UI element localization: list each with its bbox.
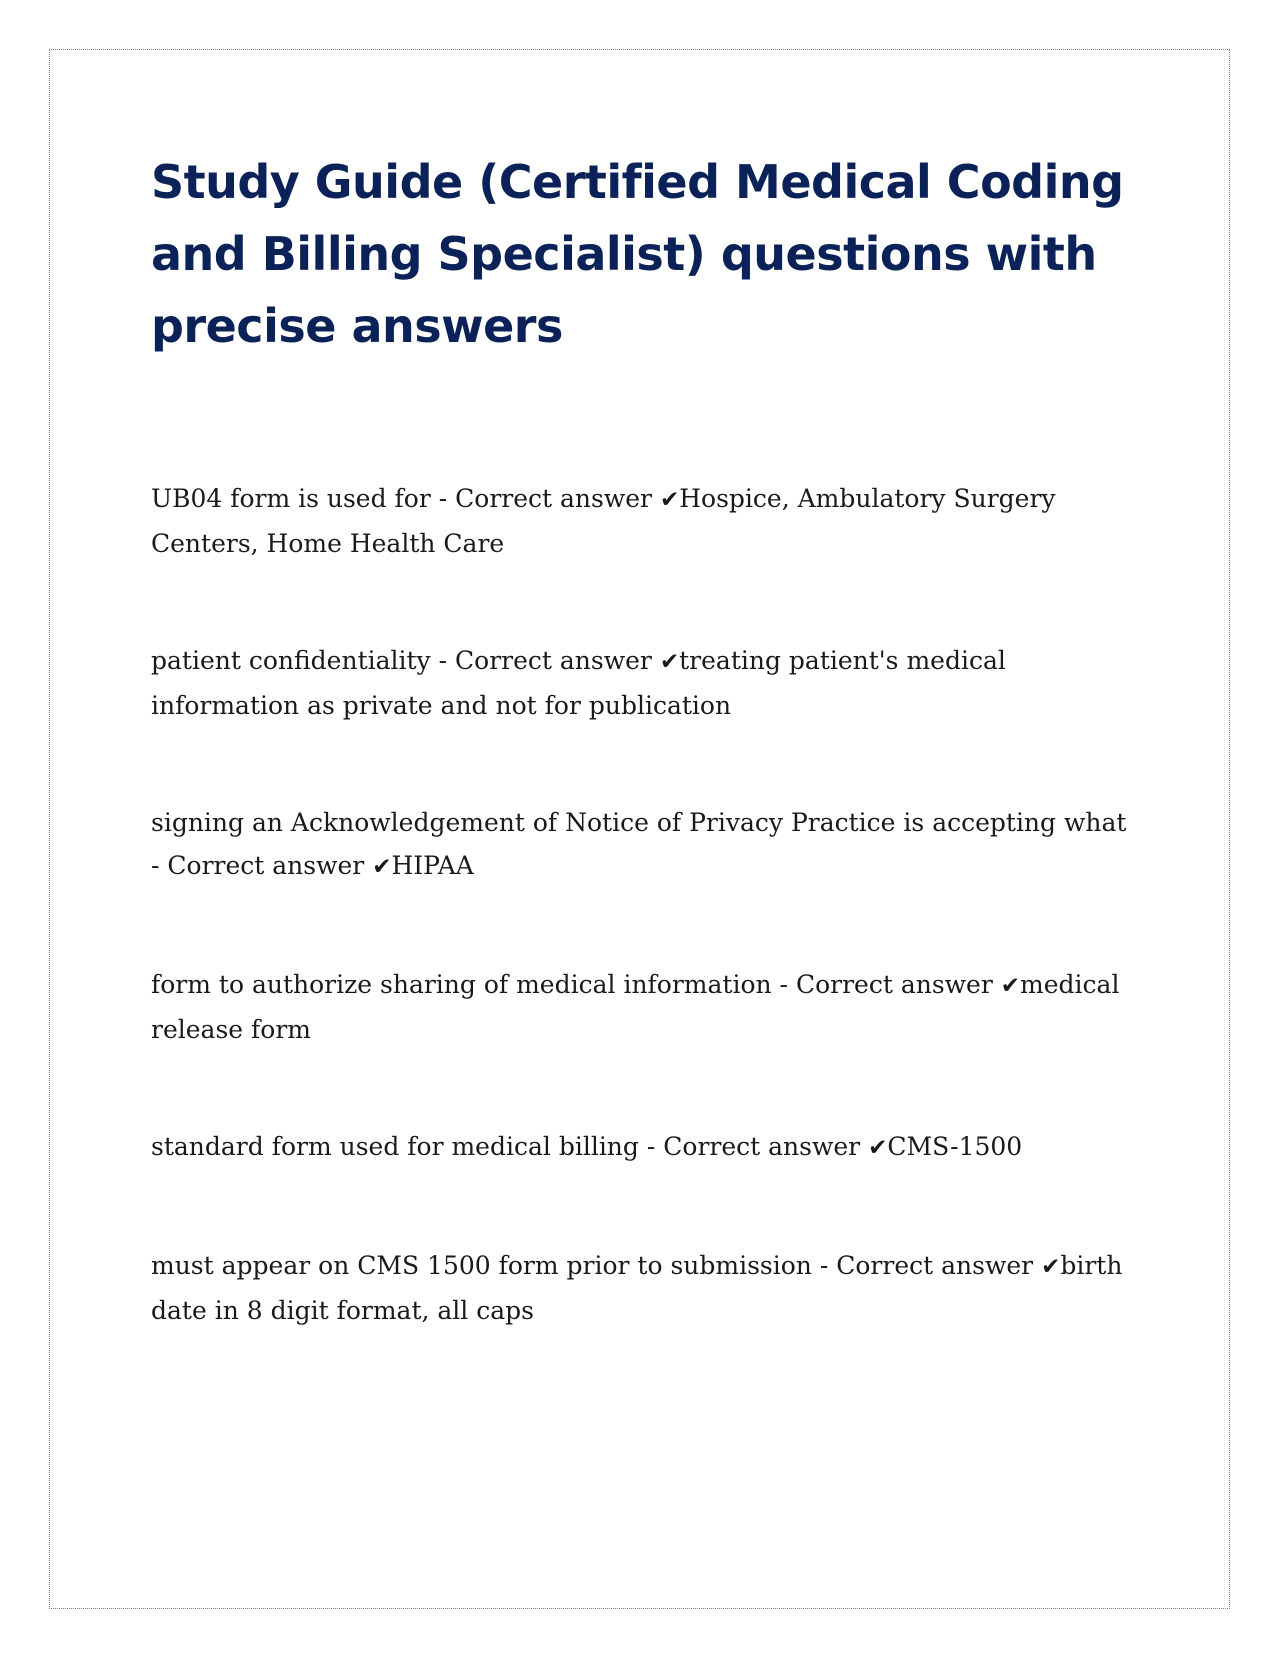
question-text: UB04 form is used for xyxy=(151,484,431,513)
answer-text: HIPAA xyxy=(391,851,474,880)
qa-item: patient confidentiality - Correct answer ✔treating patient's medical information as private and not for publication xyxy=(151,646,1006,720)
qa-item: UB04 form is used for - Correct answer ✔Hospice, Ambulatory Surgery Centers, Home Health Care xyxy=(151,484,1056,558)
qa-item: form to authorize sharing of medical information - Correct answer ✔medical release form xyxy=(151,970,1120,1044)
question-text: form to authorize sharing of medical information xyxy=(151,970,772,999)
answer-prefix: Correct answer xyxy=(836,1251,1034,1280)
question-text: standard form used for medical billing xyxy=(151,1132,639,1161)
answer-prefix: Correct answer xyxy=(455,484,653,513)
answer-text: CMS-1500 xyxy=(887,1132,1023,1161)
answer-text: birth date in 8 digit format, all caps xyxy=(151,1251,1123,1325)
qa-item: standard form used for medical billing - Correct answer ✔CMS-1500 xyxy=(151,1132,1023,1161)
check-icon: ✔ xyxy=(868,1135,888,1161)
answer-text: medical release form xyxy=(151,970,1120,1044)
question-text: must appear on CMS 1500 form prior to submission xyxy=(151,1251,812,1280)
qa-item: must appear on CMS 1500 form prior to submission - Correct answer ✔birth date in 8 digit format, all caps xyxy=(151,1251,1123,1325)
answer-prefix: Correct answer xyxy=(795,970,993,999)
qa-list xyxy=(151,477,1141,1332)
check-icon: ✔ xyxy=(659,487,680,513)
answer-text: treating patient's medical information as private and not for publication xyxy=(151,646,1006,720)
document-title: Study Guide (Certified Medical Coding and Billing Specialist) questions with precise answers xyxy=(151,155,1124,353)
check-icon: ✔ xyxy=(1000,973,1021,999)
check-icon: ✔ xyxy=(659,649,680,675)
answer-prefix: Correct answer xyxy=(663,1132,861,1161)
question-text: patient confidentiality xyxy=(151,646,431,675)
qa-item: signing an Acknowledgement of Notice of Privacy Practice is accepting what - Correct answer ✔HIPAA xyxy=(151,808,1127,880)
check-icon: ✔ xyxy=(372,854,392,880)
check-icon: ✔ xyxy=(1041,1254,1061,1280)
question-text: signing an Acknowledgement of Notice of Privacy Practice is accepting what xyxy=(151,808,1127,837)
document-content xyxy=(151,146,1141,1406)
answer-text: Hospice, Ambulatory Surgery Centers, Home Health Care xyxy=(151,484,1056,558)
answer-prefix: Correct answer xyxy=(167,851,365,880)
answer-prefix: Correct answer xyxy=(455,646,652,675)
